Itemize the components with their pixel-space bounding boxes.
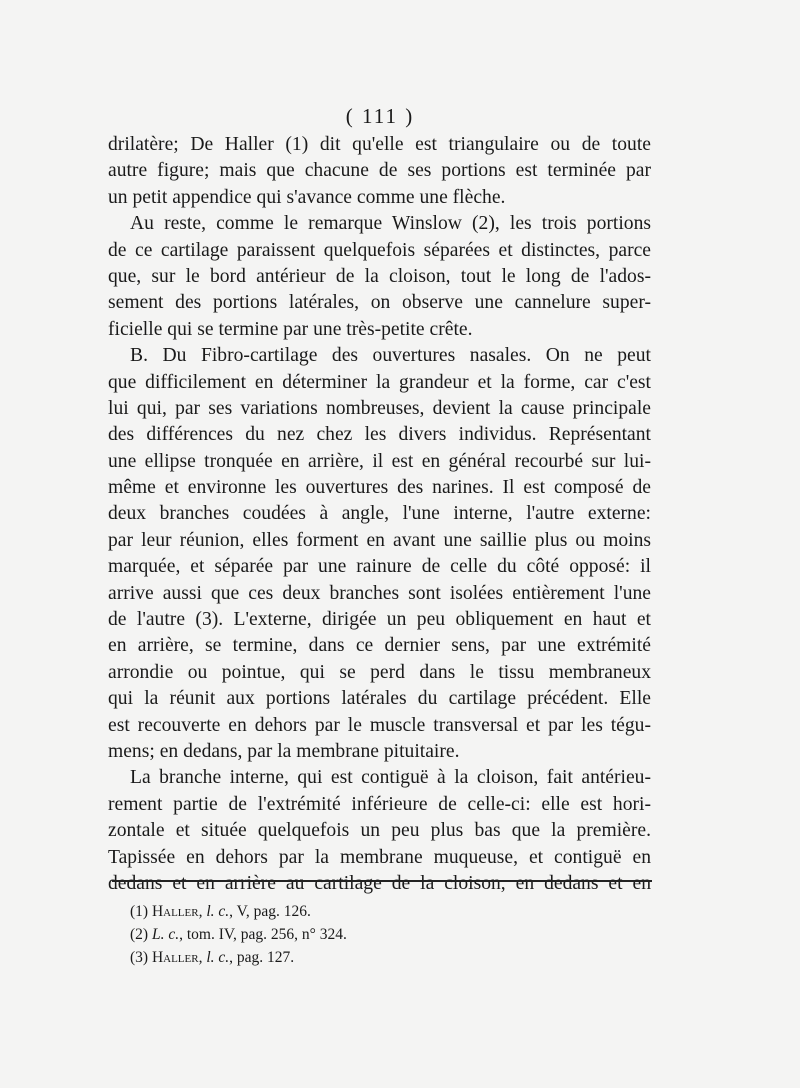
footnote-detail: , pag. 127.: [229, 949, 295, 966]
text-line: par leur réunion, elles forment en avant une saillie plus ou moins: [108, 529, 651, 551]
text-line: marquée, et séparée par une rainure de celle du côté opposé: il: [108, 556, 651, 578]
text-line: autre figure; mais que chacune de ses portions est terminée par: [108, 160, 651, 182]
text-line: B. Du Fibro-cartilage des ouvertures nasales. On ne peut: [130, 345, 651, 367]
text-line: mens; en dedans, par la membrane pituitaire.: [108, 740, 460, 762]
text-line: Au reste, comme le remarque Winslow (2), les trois portions: [130, 213, 651, 235]
footnote-mark: (3): [130, 949, 149, 966]
text-line: deux branches coudées à angle, l'une interne, l'autre externe:: [108, 503, 651, 525]
footnote: [130, 923, 530, 946]
footnote: [130, 900, 530, 923]
footnote-author: Haller: [151, 903, 199, 920]
footnote-detail: , tom. IV, pag. 256, n° 324.: [179, 926, 347, 943]
text-line: sement des portions latérales, on observe une cannelure super-: [108, 292, 651, 314]
footnote-reference: , l. c.: [198, 949, 230, 966]
page-number: ( 111 ): [345, 104, 415, 128]
footnote-reference: L. c.: [151, 926, 180, 943]
footnote-author: Haller: [151, 949, 199, 966]
text-line: même et environne les ouvertures des narines. Il est composé de: [108, 477, 651, 499]
text-line: un petit appendice qui s'avance comme une flèche.: [108, 186, 506, 208]
text-line: Tapissée en dehors par la membrane muqueuse, et contiguë en: [108, 846, 651, 868]
text-line: est recouverte en dehors par le muscle transversal et par les tégu-: [108, 714, 651, 736]
body-text: [108, 132, 651, 897]
text-line: ficielle qui se termine par une très-petite crête.: [108, 318, 473, 340]
text-line: arrondie ou pointue, qui se perd dans le tissu membraneux: [108, 661, 651, 683]
text-line: La branche interne, qui est contiguë à la cloison, fait antérieu-: [130, 767, 651, 789]
text-line: zontale et située quelquefois un peu plus bas que la première.: [108, 820, 651, 842]
footnote-mark: (2): [130, 926, 149, 943]
text-line: lui qui, par ses variations nombreuses, devient la cause principale: [108, 397, 651, 419]
text-line: de l'autre (3). L'externe, dirigée un peu obliquement en haut et: [108, 609, 651, 631]
footnote-rule: [112, 880, 652, 882]
text-line: en arrière, se termine, dans ce dernier sens, par une extrémité: [108, 635, 651, 657]
text-line: que, sur le bord antérieur de la cloison, tout le long de l'ados-: [108, 265, 651, 287]
text-line: des différences du nez chez les divers individus. Représentant: [108, 424, 651, 446]
text-line: drilatère; De Haller (1) dit qu'elle est triangulaire ou de toute: [108, 134, 651, 155]
footnote-detail: , V, pag. 126.: [229, 903, 311, 920]
footnote-mark: (1): [130, 903, 149, 920]
footnote: [130, 946, 530, 969]
footnote-reference: , l. c.: [198, 903, 230, 920]
text-line: de ce cartilage paraissent quelquefois séparées et distinctes, parce: [108, 239, 651, 261]
text-line: qui la réunit aux portions latérales du cartilage précédent. Elle: [108, 688, 651, 710]
text-line: arrive aussi que ces deux branches sont isolées entièrement l'une: [108, 582, 651, 604]
text-line: que difficilement en déterminer la grandeur et la forme, car c'est: [108, 371, 651, 393]
footnotes: [130, 900, 530, 969]
text-line: dedans et en arrière au cartilage de la cloison, en dedans et en: [108, 872, 651, 894]
text-line: rement partie de l'extrémité inférieure de celle-ci: elle est hori-: [108, 793, 651, 815]
text-line: une ellipse tronquée en arrière, il est en général recourbé sur lui-: [108, 450, 651, 472]
